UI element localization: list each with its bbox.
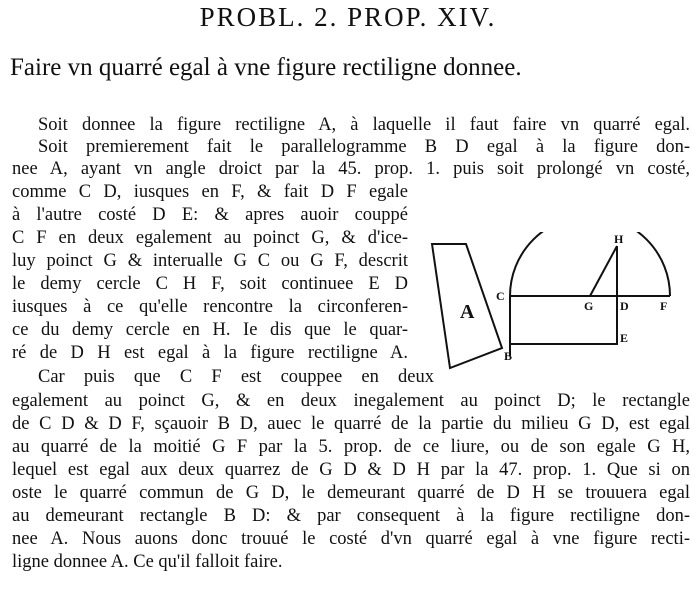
text-line-9: iusques à ce qu'elle rencontre la circonferen- bbox=[12, 297, 408, 317]
text-line-1: Soit donnee la figure rectiligne A, à laquelle il faut faire vn quarré egal. bbox=[38, 115, 690, 135]
rectangle-bd bbox=[510, 296, 617, 344]
figure-label-f: F bbox=[660, 299, 668, 313]
figure-label-g: G bbox=[584, 299, 594, 313]
text-line-3: nee A, ayant vn angle droict par la 45. prop. 1. puis soit prolongé vn costé, bbox=[12, 159, 690, 179]
text-line-4-narrow: comme C D, iusques en F, & fait D F egale bbox=[12, 182, 408, 202]
line-gh bbox=[590, 246, 617, 296]
figure-label-d: D bbox=[620, 299, 629, 313]
text-line-15: au quarré de la moitié G F par la 5. prop. de ce liure, ou de son egale G H, bbox=[12, 437, 690, 457]
text-line-17: oste le quarré commun de G D, le demeurant quarré de D H se trouuera egal bbox=[12, 483, 690, 503]
proposition-title: Faire vn quarré egal à vne figure rectiligne donnee. bbox=[10, 54, 522, 81]
text-line-2: Soit premierement fait le parallelogramme B D egal à la figure don- bbox=[38, 137, 690, 157]
figure-label-h: H bbox=[614, 232, 624, 246]
figure-label-e: E bbox=[620, 331, 629, 345]
text-line-20: ligne donnee A. Ce qu'il falloit faire. bbox=[12, 552, 283, 572]
text-line-7: luy poinct G & interualle G C ou G F, descrit bbox=[12, 251, 408, 271]
geometric-figure bbox=[420, 232, 690, 372]
figure-label-c: C bbox=[496, 289, 505, 303]
text-line-14: de C D & D F, sçauoir B D, auec le quarré de la partie du milieu G D, est egal bbox=[12, 414, 690, 434]
figure-label-a: A bbox=[460, 301, 475, 323]
text-line-18: au demeurant rectangle B D: & par consequent à la figure rectiligne don- bbox=[12, 506, 690, 526]
text-line-10: ce du demy cercle en H. Ie dis que le quar- bbox=[12, 320, 408, 340]
text-line-12: Car puis que C F est couppee en deux bbox=[38, 367, 434, 387]
text-line-5: à l'autre costé D E: & apres auoir couppé bbox=[12, 205, 408, 225]
running-header: PROBL. 2. PROP. XIV. bbox=[199, 2, 497, 32]
text-line-11: ré de D H est egal à la figure rectiligne A. bbox=[12, 343, 408, 363]
text-line-8: le demy cercle C H F, soit continuee E D bbox=[12, 274, 408, 294]
text-line-19: nee A. Nous auons donc trouué le costé d'vn quarré egal à vne figure recti- bbox=[12, 529, 690, 549]
text-line-16: lequel est egal aux deux quarrez de G D & D H par la 47. prop. 1. Que si on bbox=[12, 460, 690, 480]
text-line-6: C F en deux egalement au poinct G, & d'ice- bbox=[12, 228, 408, 248]
figure-svg bbox=[420, 232, 690, 372]
figure-label-b: B bbox=[504, 349, 513, 363]
semicircle-chf bbox=[510, 232, 670, 296]
text-line-13: egalement au poinct G, & en deux inegalement au poinct D; le rectangle bbox=[12, 391, 690, 411]
